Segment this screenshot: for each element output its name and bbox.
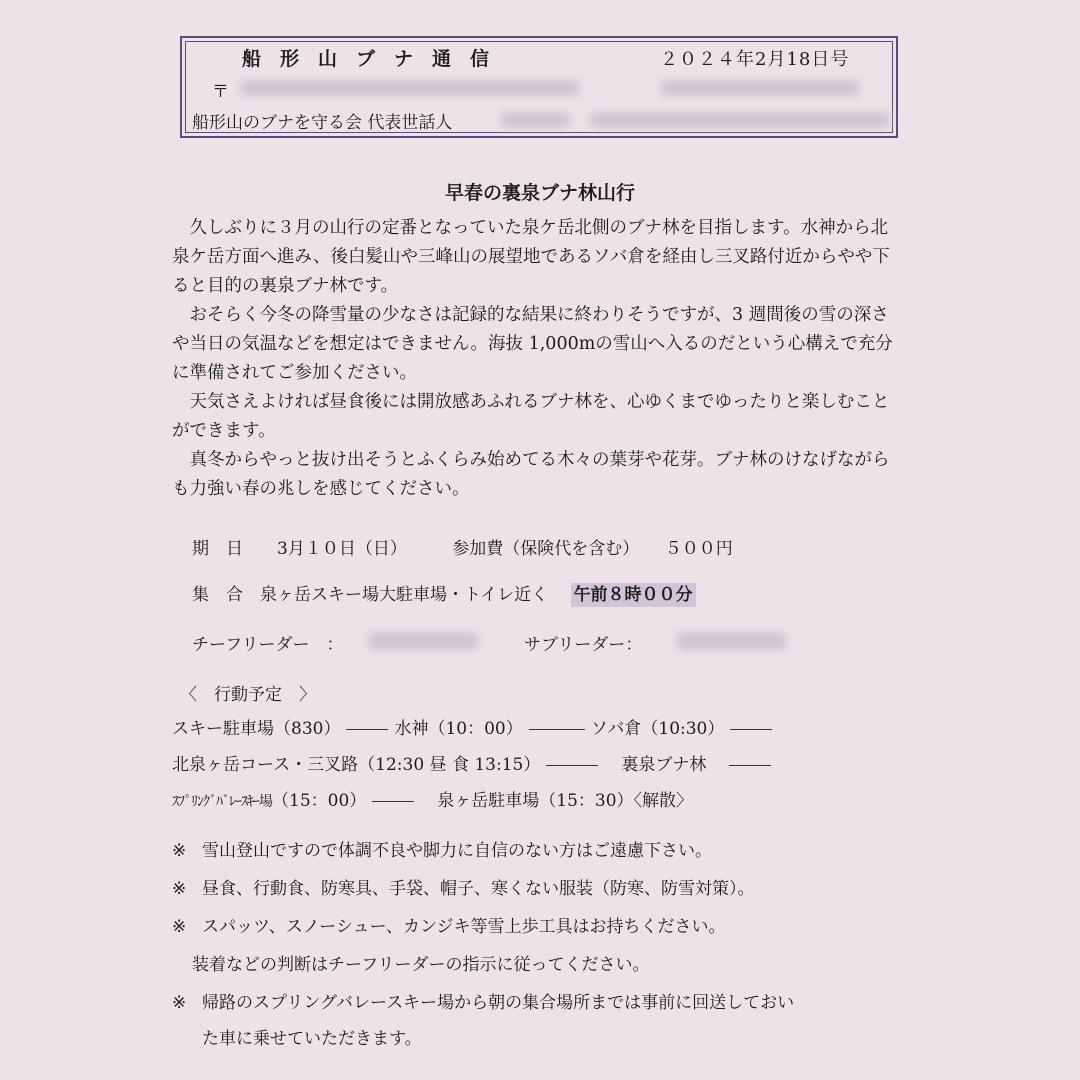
note-4-cont: た車に乗せていただきます。 [202, 1029, 422, 1049]
redacted-chief [368, 632, 478, 650]
paragraph: 久しぶりに３月の山行の定番となっていた泉ケ岳北側のブナ林を目指します。水神から北泉ケ岳方面へ進み、後白髪山や三峰山の展望地であるソバ倉を経由し三叉路付近からやや下ると目的の裏泉ブナ林です。 [172, 218, 890, 296]
schedule-stop: 北泉ヶ岳コース・三叉路（12:30 昼 食 13:15） [172, 755, 541, 775]
leader-row [192, 630, 343, 655]
schedule-stop: 水神（10：00） [394, 719, 523, 739]
note-text: 雪山登山ですので体調不良や脚力に自信のない方はご遠慮下さい。 [202, 841, 712, 861]
date-value: 3月１０日（日） [277, 539, 407, 559]
article-body [172, 214, 902, 504]
fee-label: 参加費（保険代を含む） [452, 539, 631, 559]
route-dash [546, 765, 598, 766]
paragraph: おそらく今冬の降雪量の少なさは記録的な結果に終わりそうですが、3 週間後の雪の深さや当日の気温などを想定はできません。海抜 1,000mの雪山へ入るのだという心構えで充分に準備されてご参加ください。 [172, 305, 893, 383]
date-label: 期 日 [192, 539, 243, 559]
schedule-stop: スキー駐車場（830） [172, 719, 341, 739]
route-dash [729, 765, 771, 766]
route-dash [372, 801, 414, 802]
chief-leader-label: チーフリーダー ： [192, 635, 344, 655]
schedule-stop: ｽﾌﾟﾘﾝｸﾞﾊﾞﾚｰｽｷｰ場 [172, 794, 272, 810]
schedule-stop: 裏泉ブナ林 [621, 755, 707, 775]
schedule-line-3 [172, 786, 693, 811]
redacted-sub [676, 632, 786, 650]
note-mark: ※ [172, 917, 187, 937]
paragraph: 真冬からやっと抜け出そうとふくらみ始めてる木々の葉芽や花芽。ブナ林のけなげながらも力強い春の兆しを感じてください。 [172, 450, 890, 499]
sub-leader [524, 630, 642, 655]
meet-row [192, 580, 696, 605]
redacted-phone [660, 80, 860, 96]
paragraph: 天気さえよければ昼食後には開放感あふれるブナ林を、心ゆくまでゆったりと楽しむことができます。 [172, 392, 890, 441]
note-3 [172, 912, 726, 937]
note-mark: ※ [172, 879, 187, 899]
schedule-stop: ソバ倉（10:30） [590, 719, 725, 739]
redacted-email [590, 112, 890, 128]
schedule-line-2 [172, 750, 777, 775]
route-dash [346, 729, 388, 730]
redacted-name [500, 112, 570, 128]
meet-place: 泉ヶ岳スキー場大駐車場・トイレ近く [260, 585, 549, 605]
note-text: 帰路のスプリングバレースキー場から朝の集合場所までは事前に回送しておい [202, 993, 795, 1013]
note-mark: ※ [172, 993, 187, 1013]
article-title: 早春の裏泉ブナ林山行 [444, 182, 635, 204]
note-2 [172, 874, 755, 899]
note-text: スパッツ、スノーシュー、カンジキ等雪上歩工具はお持ちください。 [202, 917, 726, 937]
schedule-time: （15：00） [272, 791, 367, 811]
newsletter-title: 船形山ブナ通信 [242, 48, 509, 70]
date-row [192, 534, 733, 559]
postal-mark: 〒 [212, 82, 229, 102]
note-1 [172, 836, 712, 861]
note-mark: ※ [172, 841, 187, 861]
sub-leader-label: サブリーダー： [524, 635, 643, 655]
note-3-cont: 装着などの判断はチーフリーダーの指示に従ってください。 [192, 955, 650, 975]
schedule-stop: 泉ヶ岳駐車場（15：30）〈解散〉 [437, 791, 694, 811]
issue-date: ２０２４年2月18日号 [660, 49, 850, 70]
schedule-line-1 [172, 714, 778, 739]
route-dash [529, 729, 585, 730]
meet-time: 午前８時００分 [571, 583, 696, 607]
meet-label: 集 合 [192, 585, 243, 605]
schedule-heading: 〈 行動予定 〉 [180, 685, 316, 705]
organization: 船形山のブナを守る会 代表世話人 [192, 113, 453, 133]
note-4 [172, 988, 794, 1013]
redacted-address [240, 80, 580, 96]
route-dash [730, 729, 772, 730]
note-text: 昼食、行動食、防寒具、手袋、帽子、寒くない服装（防寒、防雪対策）。 [202, 879, 755, 899]
fee-value: ５００円 [664, 539, 733, 559]
